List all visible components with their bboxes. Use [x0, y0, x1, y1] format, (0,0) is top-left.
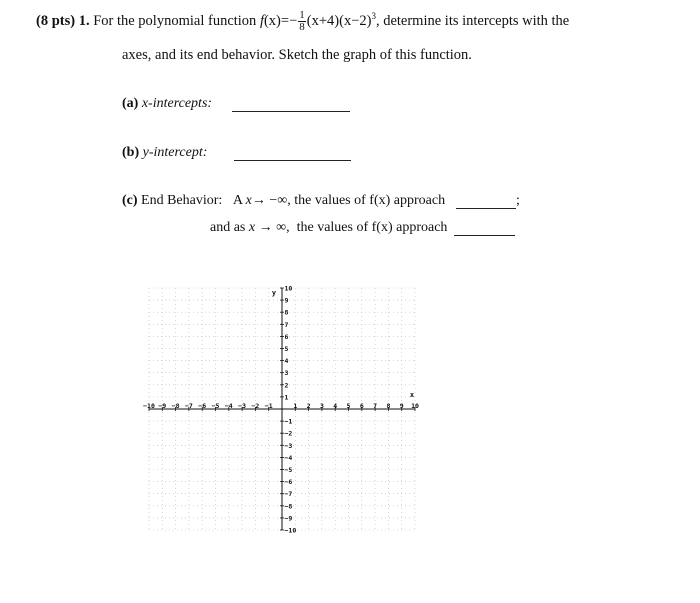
y-tick-label: −1	[284, 417, 293, 426]
y-tick-label: 2	[284, 381, 289, 390]
function-name: f	[259, 12, 264, 29]
x-axis-label: x	[409, 391, 415, 399]
x-tick-label: −1	[264, 402, 273, 410]
x-tick-label: 10	[411, 402, 419, 410]
x-tick-label: 6	[359, 402, 364, 410]
y-tick-label: −9	[284, 514, 293, 523]
y-tick-label: −4	[284, 453, 293, 462]
part-b-text: y-intercept:	[142, 145, 208, 160]
y-tick-label: −6	[284, 478, 293, 487]
part-c-line2-arrow: → ∞,	[258, 220, 290, 235]
x-tick-label: −3	[238, 402, 247, 410]
x-tick-label: −4	[224, 402, 233, 410]
problem-lead: For the polynomial function	[93, 12, 257, 29]
part-c-line1-end: ;	[516, 193, 520, 208]
x-tick-label: −10	[143, 402, 155, 410]
x-tick-label: −9	[158, 402, 167, 410]
y-tick-label: −7	[284, 490, 293, 499]
y-tick-label: −8	[284, 502, 293, 511]
y-tick-label: 5	[284, 345, 289, 353]
factor-one: (x+4)	[306, 12, 340, 29]
part-c-line2-var: x	[248, 220, 256, 235]
part-a-label: (a)	[122, 96, 139, 111]
part-c-line1-mid: the values of f(x) approach	[294, 193, 446, 208]
equals-sign: =	[280, 12, 290, 29]
part-c-text: End Behavior:	[141, 193, 223, 208]
part-c-line1-var: x	[245, 193, 252, 208]
y-tick-label: 3	[284, 369, 289, 378]
exponent: 3	[371, 11, 376, 21]
x-tick-label: −2	[251, 402, 260, 410]
function-variable: (x)	[263, 12, 281, 29]
part-c-label: (c)	[122, 193, 138, 208]
x-tick-label: 8	[386, 402, 391, 410]
x-tick-label: 3	[319, 402, 324, 410]
x-tick-label: 1	[293, 402, 298, 410]
y-tick-label: −5	[284, 466, 293, 474]
y-tick-label: 9	[284, 296, 289, 305]
part-c-line2-prefix: and as	[210, 220, 246, 235]
y-tick-label: 4	[284, 357, 289, 366]
y-tick-label: −3	[284, 441, 293, 450]
y-tick-label: −10	[284, 526, 297, 535]
fraction-denominator: 8	[299, 21, 305, 33]
part-b-label: (b)	[122, 145, 140, 160]
x-tick-label: −8	[171, 402, 180, 410]
x-tick-label: 4	[333, 402, 338, 410]
fraction-numerator: 1	[299, 9, 305, 21]
factor-two: (x−2)	[339, 12, 372, 29]
x-tick-label: 2	[306, 402, 311, 410]
points-label: (8 pts)	[36, 12, 76, 29]
part-a-text: x-intercepts:	[141, 96, 213, 111]
x-tick-label: 9	[399, 402, 404, 410]
negative-sign: −	[289, 12, 298, 29]
x-tick-label: 7	[373, 402, 378, 410]
y-tick-label: 8	[284, 308, 289, 317]
problem-statement-line2: axes, and its end behavior. Sketch the graph of this function.	[122, 47, 472, 63]
x-tick-label: −7	[184, 402, 193, 410]
x-tick-label: −5	[211, 402, 220, 410]
y-tick-label: 10	[284, 284, 293, 293]
y-axis-label: y	[271, 289, 277, 297]
problem-tail: , determine its intercepts with the	[375, 12, 570, 29]
part-c-line2-mid: the values of f(x) approach	[296, 220, 448, 235]
y-tick-label: 6	[284, 332, 289, 341]
y-tick-label: −2	[284, 429, 293, 438]
x-tick-label: 5	[346, 402, 351, 410]
y-tick-label: 1	[284, 393, 289, 402]
problem-number: 1.	[78, 12, 90, 29]
part-c-line1-arrow: → −∞,	[251, 193, 291, 208]
part-c-line1-prefix: A	[232, 193, 243, 208]
y-tick-label: 7	[284, 320, 289, 329]
x-tick-label: −6	[198, 402, 207, 410]
